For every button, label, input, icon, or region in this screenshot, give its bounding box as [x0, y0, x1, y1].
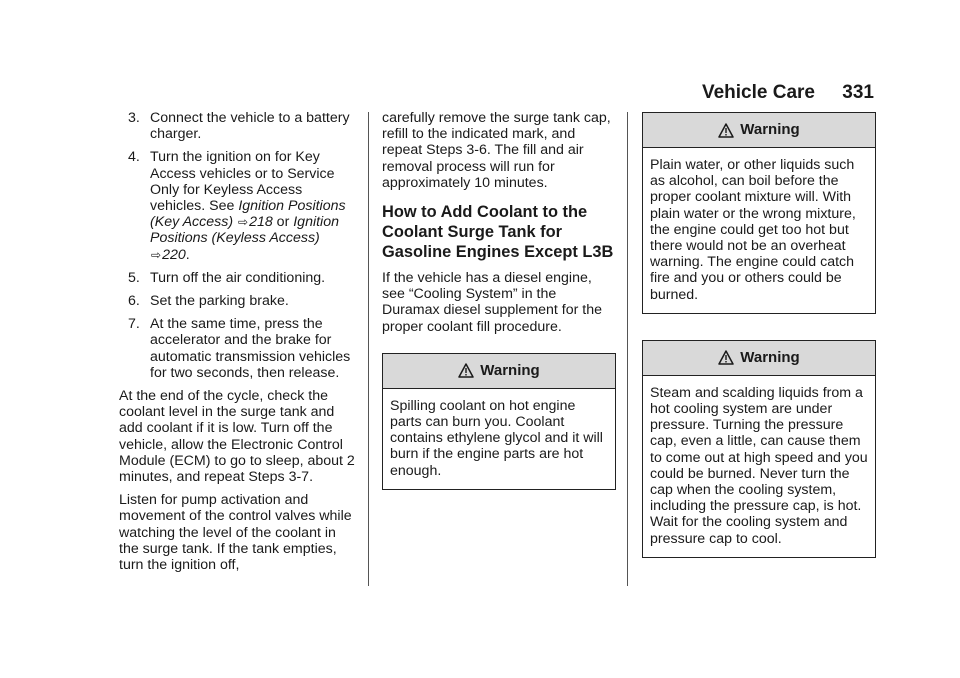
step-item [119, 149, 355, 262]
step-number: 6. [128, 293, 140, 310]
warning-title: Warning [480, 361, 540, 379]
warning-box [642, 340, 876, 558]
page-reference-arrow-icon: ⇨ [151, 247, 162, 262]
warning-header [643, 341, 875, 376]
step-item [119, 316, 355, 381]
column-right [642, 112, 876, 558]
body-paragraph: At the end of the cycle, check the coolant level in the surge tank and add coolant if it is low. Turn off the vehicle, allow the Electronic Control Module (ECM) to go to sleep, about 2 minutes, and repeat Steps 3-7. [119, 388, 355, 486]
page-number: 331 [842, 82, 874, 103]
warning-triangle-icon [718, 123, 734, 138]
step-text: Turn off the air conditioning. [150, 269, 326, 286]
column-divider [627, 112, 628, 586]
warning-header [643, 113, 875, 148]
section-heading: How to Add Coolant to the Coolant Surge Tank for Gasoline Engines Except L3B [382, 203, 614, 262]
warning-box [382, 353, 616, 490]
warning-text: Plain water, or other liquids such as alcohol, can boil before the proper coolant mixture will. With plain water or the wrong mixture, the engine could get too hot but there would not be an overheat warning. The engine could catch fire and you or others could be burned. [650, 157, 856, 303]
column-left [119, 110, 355, 573]
warning-header [383, 354, 615, 389]
step-text: At the same time, press the accelerator and the brake for automatic transmission vehicles for two seconds, then release. [150, 316, 351, 381]
body-paragraph: carefully remove the surge tank cap, refill to the indicated mark, and repeat Steps 3-6. The fill and air removal process will run for approximately 10 minutes. [382, 110, 611, 191]
section-title: Vehicle Care [701, 82, 816, 103]
warning-text: Steam and scalding liquids from a hot cooling system are under pressure. Turning the pressure cap, even a little, can cause them to come out at high speed and you could be burned. Never turn the cap when the cooling system, including the pressure cap, is hot. Wait for the cooling system and pressure cap to cool. [650, 384, 868, 547]
step-number: 5. [128, 269, 140, 286]
column-middle [382, 110, 616, 490]
warning-triangle-icon [458, 363, 474, 378]
body-paragraph: Listen for pump activation and movement of the control valves while watching the level of the coolant in the surge tank. If the tank empties, turn the ignition off, [119, 492, 352, 574]
warning-text: Spilling coolant on hot engine parts can burn you. Coolant contains ethylene glycol and it will burn if the engine parts are hot enough. [390, 397, 603, 479]
step-text: Set the parking brake. [150, 293, 289, 310]
cross-reference-link[interactable]: Ignition Positions (Keyless Access) [150, 214, 339, 247]
step-item [119, 270, 355, 286]
page-reference-arrow-icon: ⇨ [238, 215, 249, 230]
step-number: 4. [128, 149, 140, 166]
page-reference[interactable]: 218 [249, 214, 273, 231]
warning-triangle-icon [718, 350, 734, 365]
step-number: 3. [128, 110, 140, 126]
warning-title: Warning [740, 348, 800, 366]
step-item [119, 110, 355, 142]
cross-reference-link[interactable]: Ignition Positions (Key Access) [150, 198, 346, 231]
page-reference[interactable]: 220 [162, 246, 186, 263]
step-text: Connect the vehicle to a battery charger. [150, 110, 350, 143]
step-text-connector: or [272, 214, 294, 231]
warning-title: Warning [740, 120, 800, 138]
page-header [702, 82, 874, 104]
column-divider [368, 112, 369, 586]
step-number: 7. [128, 316, 140, 333]
step-item [119, 293, 355, 309]
warning-box [642, 112, 876, 314]
step-text: Turn the ignition on for Key Access vehicles or to Service Only for Keyless Access vehicles. See [150, 149, 335, 215]
step-text-end: . [185, 246, 190, 263]
body-paragraph: If the vehicle has a diesel engine, see “Cooling System” in the Duramax diesel supplement for the proper coolant fill procedure. [382, 270, 603, 335]
